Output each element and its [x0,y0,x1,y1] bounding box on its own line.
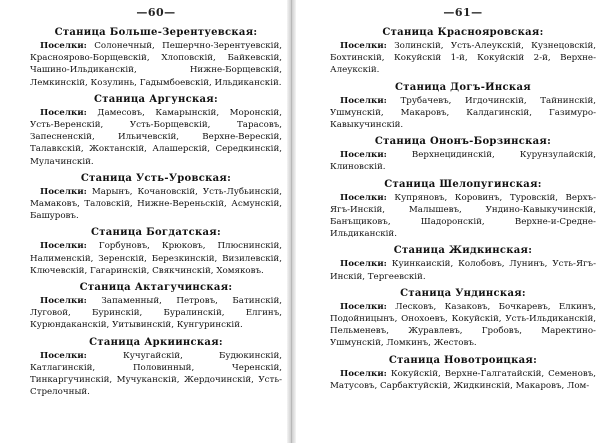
settlement-list [330,258,596,282]
settlement-label: Поселки: [340,192,387,203]
section [330,179,596,241]
settlement-label: Поселки: [340,95,387,106]
settlement-label: Поселки: [340,41,387,51]
stanitsa-title: Станица Ундинская: [400,287,526,299]
left-page [0,0,286,443]
section [30,337,282,399]
settlement-list [30,186,282,223]
page-number-left: —60— [136,6,176,19]
settlement-text: Лесковъ, Казаковъ, Бочкаревъ, Елкинъ, Подойницынъ, Онохоевъ, Кокуйскій, Усть-Ильдиканскій, Пельменевъ, Журавлевъ, Гробовъ, Маректино-Ушмунскій, Ломкинъ, Жестовъ. [330,301,596,349]
section [30,173,282,223]
section [30,227,282,277]
page-number-right: —61— [443,6,483,19]
stanitsa-title: Станица Жидкинская: [393,245,533,257]
stanitsa-title: Станица Аргунская: [94,93,218,105]
settlement-text: Верхнецидинскій, Курунзулайскій, Клиновскій. [330,150,597,173]
stanitsa-title: Станица Догъ-Инская [395,81,531,93]
settlement-list [330,192,596,241]
section [30,282,282,332]
settlement-text: Золинскій, Усть-Алеукскій, Кузнецовскій, Бохтинскій, Кокуйскій 1-й, Кокуйскій 2-й, Верхне-Алеукскій. [330,41,597,76]
settlement-list [330,301,596,350]
stanitsa-title: Станица Больше-Зерентуевская: [54,27,258,38]
settlement-label: Поселки: [340,259,387,270]
stanitsa-title: Станица Богдатская: [91,227,221,239]
settlement-text: Кокуйскій, Верхне-Галгатайскій, Семеновъ, Матусовъ, Сарбактуйскій, Жидкинскій, Макаровъ, Лом- [330,368,596,391]
settlement-label: Поселки: [340,150,387,161]
settlement-text: Запаменный, Петровъ, Батинскій, Луговой, Буринскій, Буралинскій, Елгинъ, Курюндаканскій, Уитывинскій, Кунгуринскій. [30,296,282,331]
settlement-text: Купряновъ, Коровинъ, Туровскій, Верхъ-Ягъ-Инскій, Малышевъ, Ундино-Кавыкучинскій, Банъщиковъ, Шадоронскій, Верхне-и-Средне-Ильдиканскій. [330,192,596,240]
stanitsa-title: Станица Усть-Уровская: [80,172,232,184]
settlement-list [30,350,282,399]
stanitsa-title: Станица Новотроицкая: [388,354,538,366]
settlement-text: Горбуновъ, Крюковъ, Плюснинскій, Налименскій, Зеренскій, Березкинскій, Визилевскій, Ключевскій, Гагаринскій, Свякчинскій, Хомяковъ. [30,241,282,276]
book-gutter [287,0,296,443]
stanitsa-title: Станица Ононъ-Борзинская: [374,136,552,148]
settlement-list [330,40,596,77]
settlement-list [330,95,596,132]
section [330,355,596,392]
settlement-text: Солонечный, Пешерчно-Зерентуевскій, Красноярово-Борщевскій, Хлоповскій, Байкевскій, Чашино-Ильдиканскій, Нижне-Борщевскій, Лемкинскій, Козулинь, Гадымбоевскій, Ильдиканскій. [30,41,282,88]
settlement-label: Поселки: [40,350,87,361]
settlement-list [330,149,596,173]
settlement-text: Марынъ, Кочановскій, Усть-Лубьинскій, Мамаковъ, Таловскій, Нижне-Вереньскій, Асмунскій, Башуровъ. [30,186,282,222]
settlement-text: Дамесовъ, Камарынскій, Моронскій, Усть-Веренскій, Усть-Борщевскій, Тарасовъ, Запесненскій, Ильичевскій, Верхне-Верескій, Талавкскій, Жоктанскій, Алашерскій, Середкинскій, Мулачинскій. [30,107,282,167]
stanitsa-title: Станица Краснояровская: [382,27,544,38]
settlement-text: Трубачевъ, Игдочинскій, Тайнинскій, Ушмунскій, Макаровъ, Калдагинскій, Газимуро-Кавыкучинскій. [330,95,596,131]
settlement-label: Поселки: [40,296,87,307]
settlement-list [30,295,282,332]
settlement-label: Поселки: [40,107,87,118]
settlement-list [30,107,282,168]
section [30,27,282,89]
settlement-label: Поселки: [340,368,387,379]
section [330,27,596,77]
settlement-text: Куинкаискій, Колобовъ, Лунинъ, Усть-Ягъ-Инскій, Тергеевскій. [330,259,596,282]
section [330,288,596,350]
section [330,245,596,282]
section [330,136,596,173]
stanitsa-title: Станица Актагучинская: [79,282,233,294]
settlement-label: Поселки: [40,41,87,51]
right-page [296,0,600,443]
settlement-label: Поселки: [40,241,87,252]
stanitsa-title: Станица Шелопугинская: [384,178,542,190]
settlement-list [330,368,596,392]
settlement-list [30,240,282,277]
settlement-list [30,40,282,89]
settlement-label: Поселки: [40,186,87,197]
section [330,82,596,132]
settlement-text: Кучугайскій, Будюкинскій, Катлагинскій, Половинный, Черенскій, Тинкаргучинскій, Мучуканскій, Жердочинскій, Усть-Стрелочный. [30,350,282,398]
settlement-label: Поселки: [340,301,387,312]
section [30,94,282,168]
stanitsa-title: Станица Аркиинская: [89,336,223,348]
